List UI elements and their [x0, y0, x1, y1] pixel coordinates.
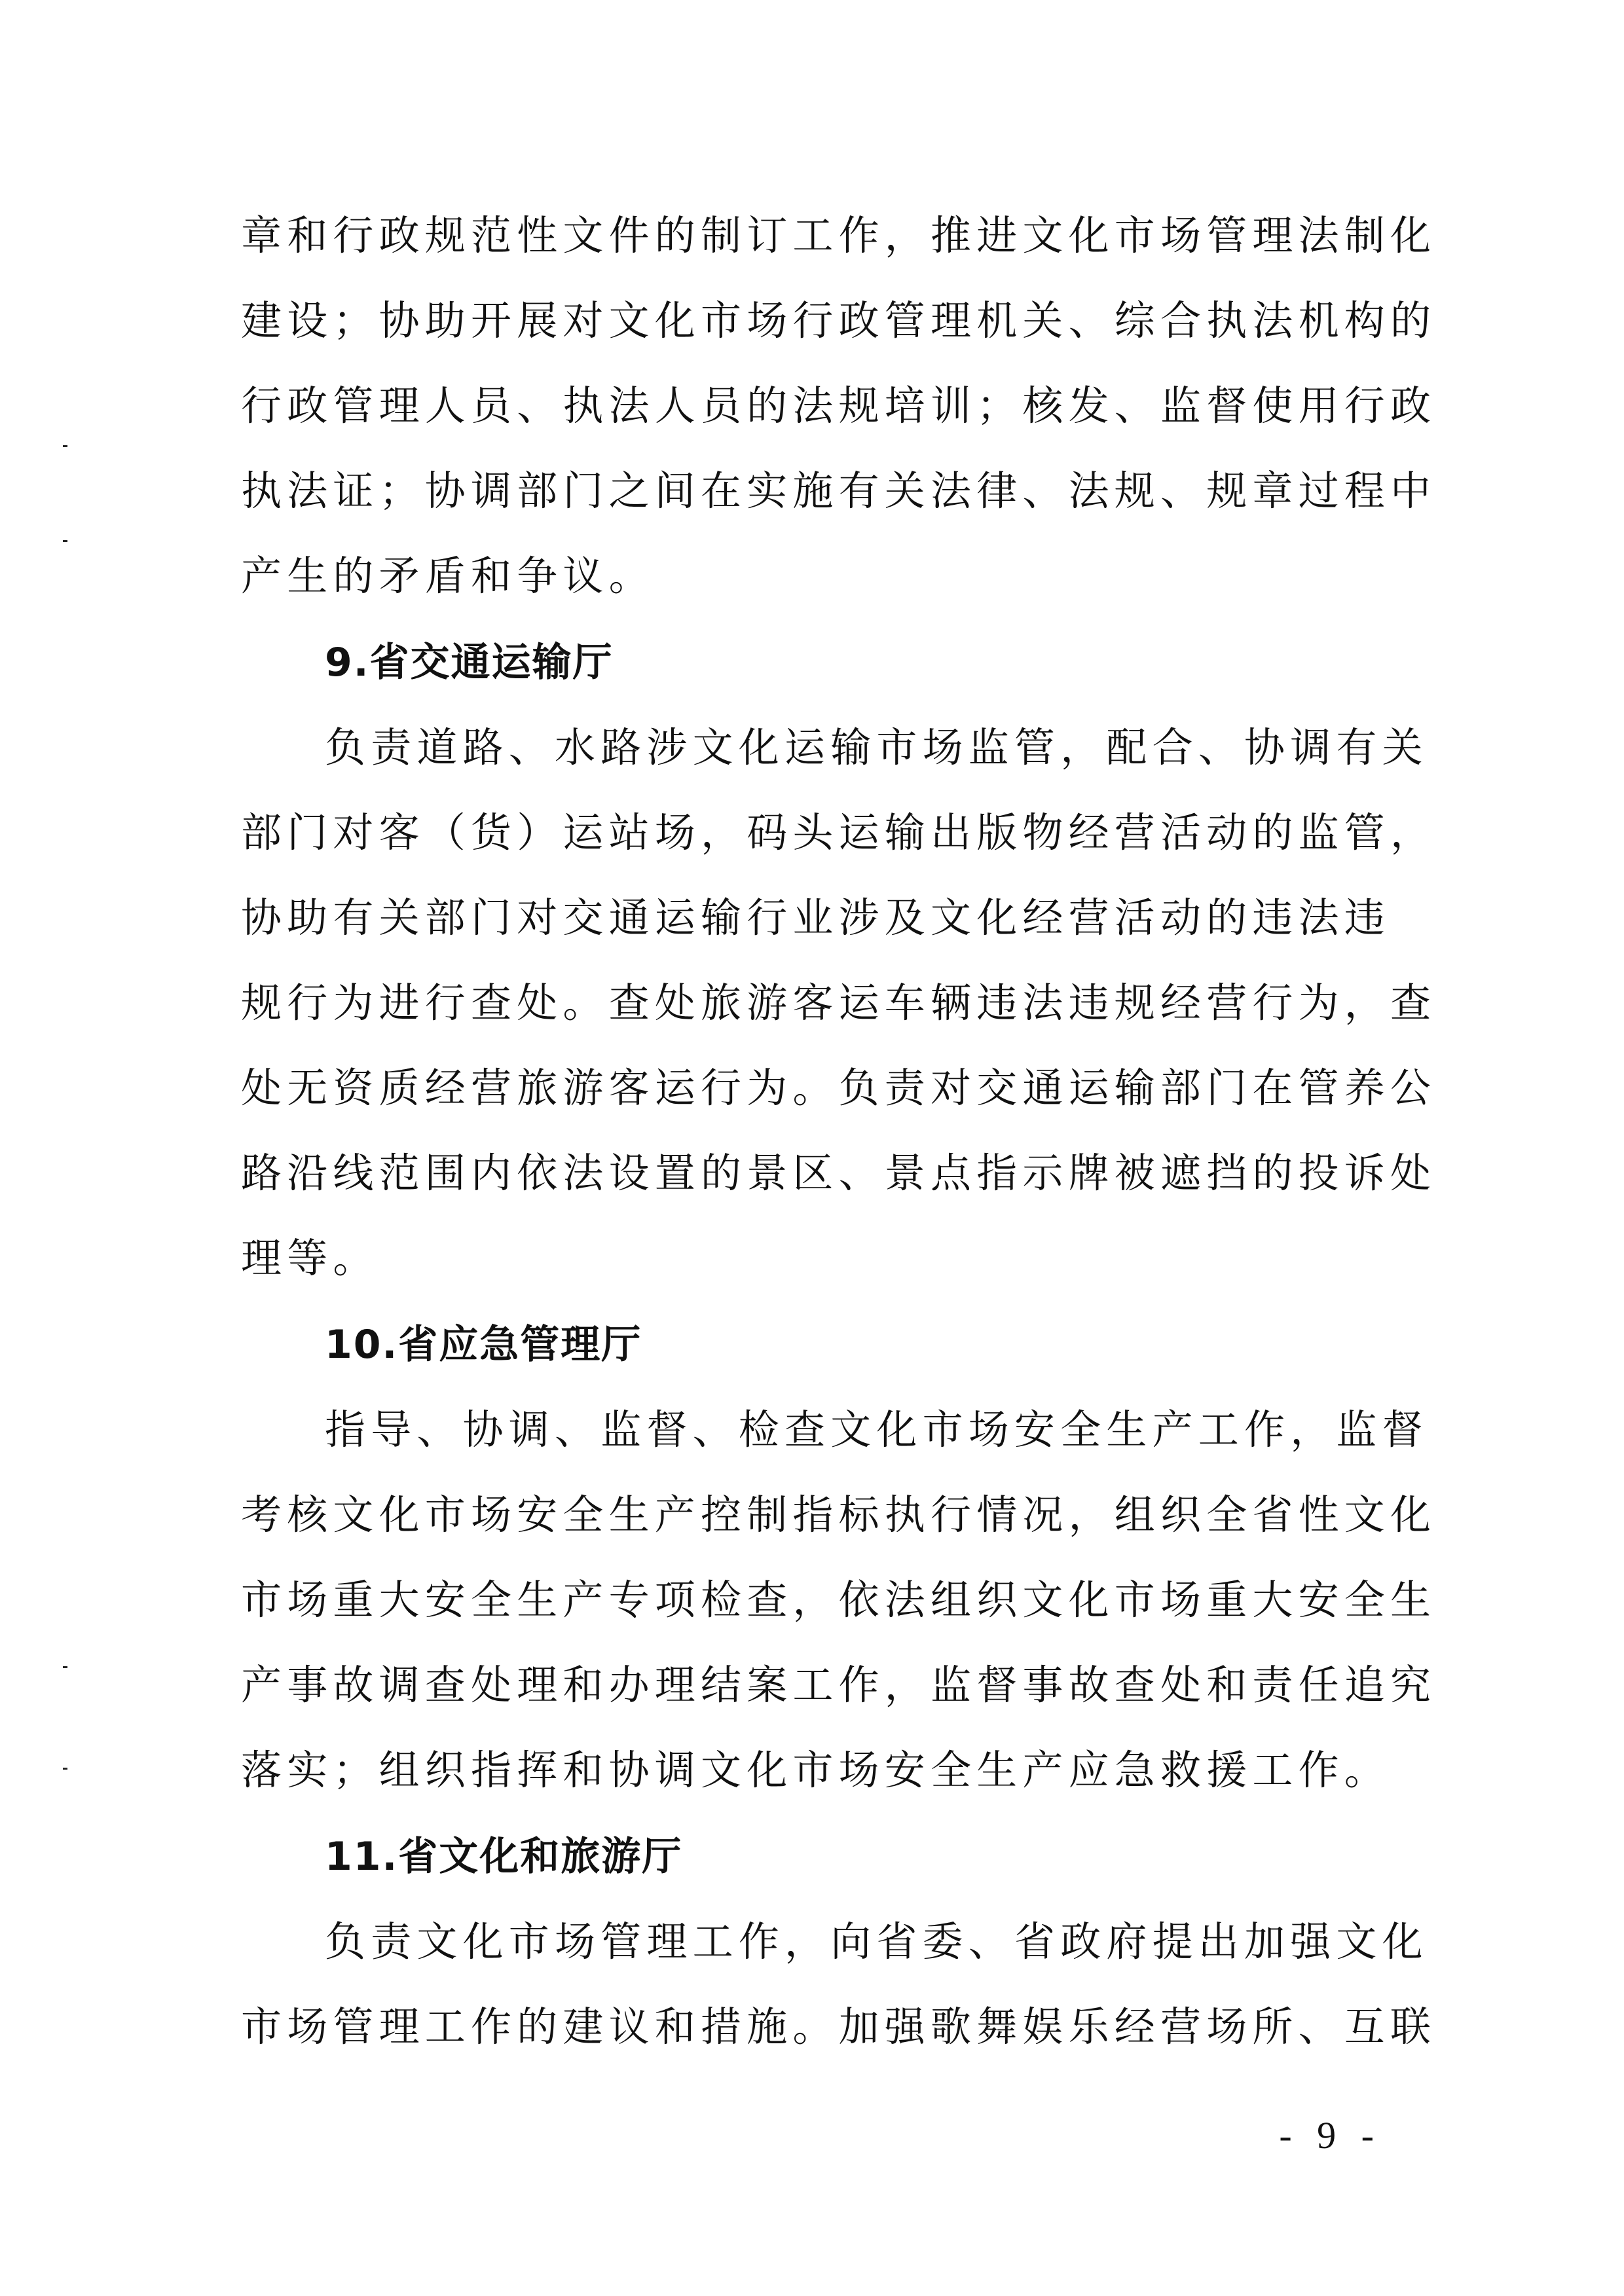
text-line: 理等。	[241, 1234, 379, 1282]
margin-mark	[63, 445, 67, 447]
margin-mark	[63, 540, 67, 542]
text-line: 市场重大安全生产专项检查，依法组织文化市场重大安全生	[241, 1576, 1437, 1624]
text-line: 行政管理人员、执法人员的法规培训；核发、监督使用行政	[241, 382, 1437, 429]
text-line: 路沿线范围内依法设置的景区、景点指示牌被遮挡的投诉处	[241, 1149, 1437, 1197]
text-line: 产生的矛盾和争议。	[241, 552, 655, 600]
text-line: 规行为进行查处。查处旅游客运车辆违法违规经营行为，查	[241, 979, 1437, 1027]
section-heading-9: 9.省交通运输厅	[325, 640, 614, 685]
page-number: - 9 -	[1279, 2114, 1382, 2157]
margin-mark	[63, 1768, 67, 1770]
section-heading-11: 11.省文化和旅游厅	[325, 1834, 683, 1880]
text-line: 协助有关部门对交通运输行业涉及文化经营活动的违法违	[241, 894, 1391, 941]
text-line: 执法证；协调部门之间在实施有关法律、法规、规章过程中	[241, 467, 1437, 515]
text-line: 负责道路、水路涉文化运输市场监管，配合、协调有关	[325, 723, 1428, 771]
text-line: 章和行政规范性文件的制订工作，推进文化市场管理法制化	[241, 211, 1437, 259]
text-line: 处无资质经营旅游客运行为。负责对交通运输部门在管养公	[241, 1064, 1437, 1112]
text-line: 产事故调查处理和办理结案工作，监督事故查处和责任追究	[241, 1661, 1437, 1709]
text-line: 考核文化市场安全生产控制指标执行情况，组织全省性文化	[241, 1491, 1437, 1539]
section-heading-10: 10.省应急管理厅	[325, 1322, 642, 1368]
text-line: 建设；协助开展对文化市场行政管理机关、综合执法机构的	[241, 297, 1437, 344]
text-line: 部门对客（货）运站场，码头运输出版物经营活动的监管，	[241, 809, 1437, 856]
text-line: 负责文化市场管理工作，向省委、省政府提出加强文化	[325, 1918, 1428, 1965]
text-line: 指导、协调、监督、检查文化市场安全生产工作，监督	[325, 1406, 1428, 1453]
text-line: 落实；组织指挥和协调文化市场安全生产应急救援工作。	[241, 1746, 1391, 1794]
text-line: 市场管理工作的建议和措施。加强歌舞娱乐经营场所、互联	[241, 2003, 1437, 2050]
margin-mark	[63, 1666, 67, 1668]
